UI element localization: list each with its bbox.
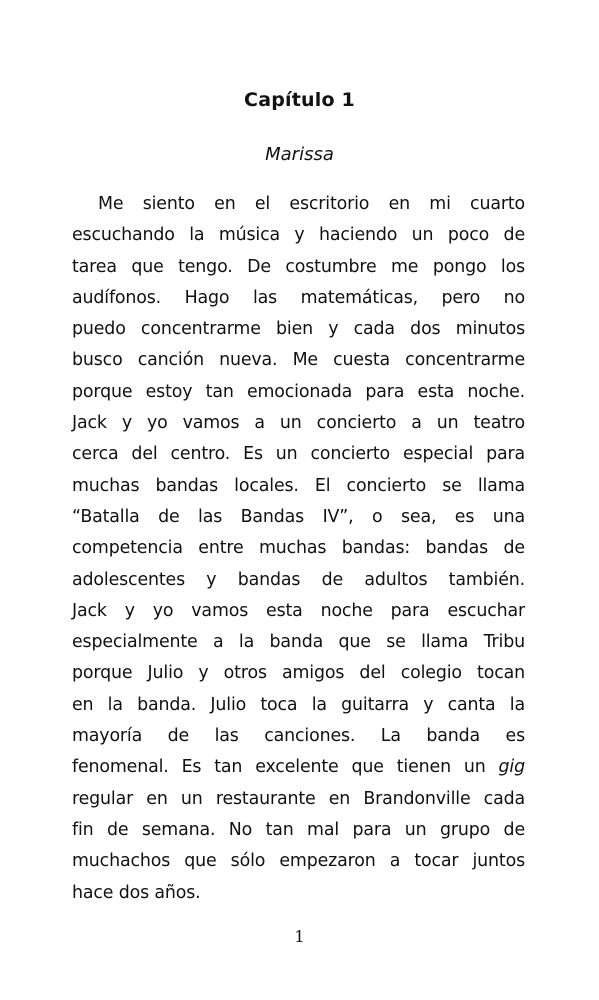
text-line: mayoría de las canciones. La banda es xyxy=(72,726,525,747)
text-line: en la banda. Julio toca la guitarra y canta la xyxy=(72,694,525,715)
text-line-part: fenomenal. Es tan excelente que tienen un xyxy=(72,757,499,778)
text-line: regular en un restaurante en Brandonville cada xyxy=(72,788,525,809)
body-paragraph xyxy=(72,189,525,909)
text-line: busco canción nueva. Me cuesta concentrarme xyxy=(72,350,525,371)
text-line: cerca del centro. Es un concierto especial para xyxy=(72,444,525,465)
text-line: “Batalla de las Bandas IV”, o sea, es una xyxy=(72,506,525,527)
text-line: tarea que tengo. De costumbre me pongo los xyxy=(72,256,525,277)
text-line: especialmente a la banda que se llama Tribu xyxy=(72,632,525,653)
text-line: hace dos años. xyxy=(72,882,201,903)
text-line: audífonos. Hago las matemáticas, pero no xyxy=(72,287,525,308)
text-line: Me siento en el escritorio en mi cuarto xyxy=(98,194,525,214)
text-line: fin de semana. No tan mal para un grupo de xyxy=(72,819,525,840)
chapter-title: Capítulo 1 xyxy=(244,89,355,111)
text-line: puedo concentrarme bien y cada dos minutos xyxy=(72,319,525,340)
chapter-narrator: Marissa xyxy=(265,144,334,165)
text-line: competencia entre muchas bandas: bandas de xyxy=(72,538,525,559)
text-line: Jack y yo vamos esta noche para escuchar xyxy=(72,600,525,621)
page-number: 1 xyxy=(294,927,305,946)
text-line: Jack y yo vamos a un concierto a un teatro xyxy=(72,413,525,434)
italic-word: gig xyxy=(498,757,525,778)
text-line: escuchando la música y haciendo un poco de xyxy=(72,225,525,246)
text-line: porque Julio y otros amigos del colegio tocan xyxy=(72,663,525,684)
text-line xyxy=(72,752,525,783)
text-line: muchachos que sólo empezaron a tocar juntos xyxy=(72,851,525,872)
text-line: porque estoy tan emocionada para esta noche. xyxy=(72,381,525,402)
text-line: adolescentes y bandas de adultos también. xyxy=(72,569,525,590)
text-line: muchas bandas locales. El concierto se llama xyxy=(72,475,525,496)
